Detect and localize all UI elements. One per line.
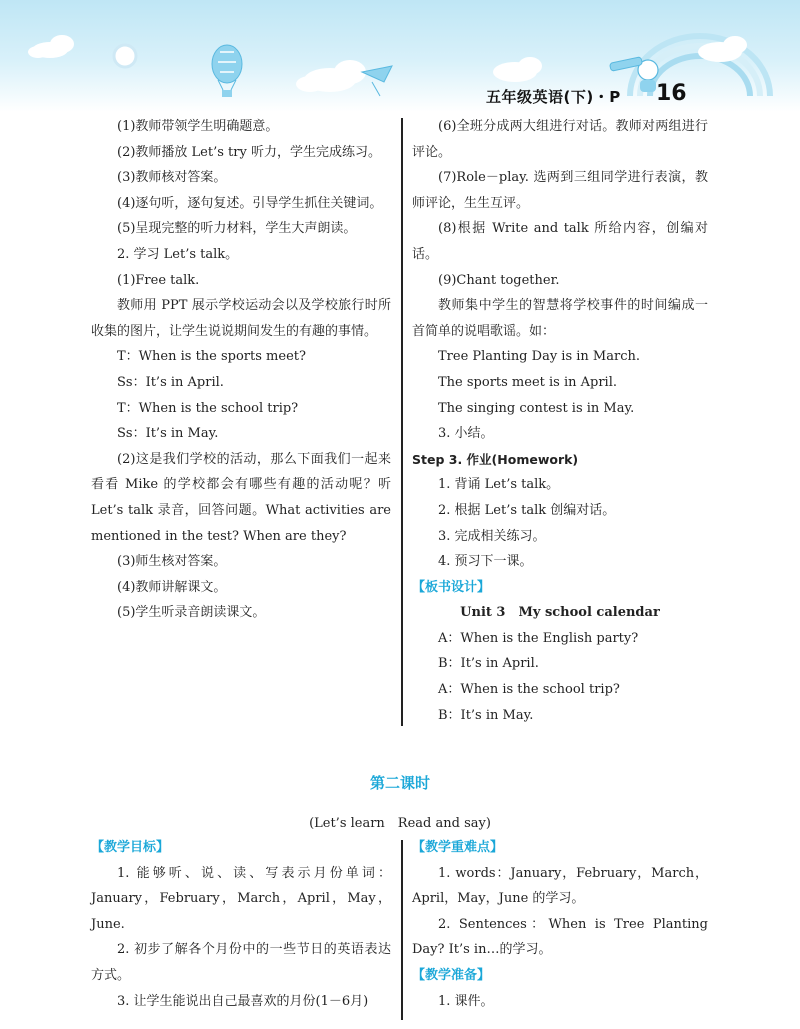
homework-item: 2. 根据 Let’s talk 创编对话。 [438,502,616,518]
key-points-column [412,835,708,1014]
cloud-icon [28,35,74,58]
paragraph: 3. 小结。 [438,426,494,442]
lesson-subtitle: (Let’s learn Read and say) [309,816,491,831]
goal-item: 1. 能够听、说、读、写表示月份单词：January，February，March，April，May，June. [91,865,391,932]
board-title: Unit 3 My school calendar [460,605,660,621]
paragraph: 教师用 PPT 展示学校运动会以及学校旅行时所收集的图片，让学生说说期间发生的有趣的事情。 [91,298,391,339]
paragraph: (1)教师带领学生明确题意。 [117,119,279,134]
page-number: 16 [656,81,687,106]
book-title: 五年级英语(下)・P [486,88,621,106]
chant-line: The sports meet is in April. [438,374,617,390]
right-column [412,114,708,728]
homework-item: 3. 完成相关练习。 [438,528,546,544]
column-divider [401,118,403,726]
homework-item: 1. 背诵 Let’s talk。 [438,477,560,493]
dialogue-line: T：When is the school trip? [117,400,299,416]
goals-column [91,835,391,1014]
goal-item: 2. 初步了解各个月份中的一些节日的英语表达方式。 [91,942,391,983]
paragraph: (5)呈现完整的听力材料，学生大声朗读。 [117,221,357,237]
goal-item: 3. 让学生能说出自己最喜欢的月份(1－6月) [117,993,369,1009]
cloud-icon [493,57,542,82]
hot-air-balloon-icon [212,45,242,97]
key-point-item: 1. words：January，February，March，April，May，June 的学习。 [412,865,708,907]
homework-item: 4. 预习下一课。 [438,554,533,570]
paragraph: (3)教师核对答案。 [117,170,227,186]
paragraph: (4)逐句听，逐句复述。引导学生抓住关键词。 [117,195,383,211]
lesson-title: 第二课时 [369,774,430,792]
dialogue-line: Ss：It’s in May. [117,426,219,442]
board-line: A：When is the English party? [438,630,639,646]
paragraph: (1)Free talk. [117,272,200,288]
board-design-tag: 【板书设计】 [412,579,491,595]
paragraph: (3)师生核对答案。 [117,554,227,570]
left-column [91,114,391,626]
kite-icon [362,66,392,96]
paragraph: (9)Chant together. [438,272,560,288]
goals-tag: 【教学目标】 [91,840,170,855]
paragraph: (2)教师播放 Let’s try 听力，学生完成练习。 [117,144,381,160]
chant-line: Tree Planting Day is in March. [438,349,640,365]
preparation-item: 1. 课件。 [438,993,494,1009]
cloud-icon [296,60,366,92]
paragraph: 教师集中学生的智慧将学校事件的时间编成一首简单的说唱歌谣。如： [412,298,708,339]
paragraph: (6)全班分成两大组进行对话。教师对两组进行评论。 [412,119,708,160]
paragraph: (2)这是我们学校的活动，那么下面我们一起来看看 Mike 的学校都会有哪些有趣的活动呢？听 Let’s talk 录音，回答问题。What activities are mentioned in the test? When are they? [91,451,391,544]
sun-icon [114,45,136,67]
preparation-tag: 【教学准备】 [412,967,491,983]
dialogue-line: T：When is the sports meet? [117,349,306,365]
paragraph: 2. 学习 Let’s talk。 [117,246,239,262]
step3-heading: Step 3. 作业(Homework) [412,451,579,467]
board-line: B：It’s in May. [438,707,534,723]
board-line: B：It’s in April. [438,656,539,672]
chant-line: The singing contest is in May. [438,400,635,416]
paragraph: (5)学生听录音朗读课文。 [117,605,266,621]
key-point-item: 2. Sentences：When is Tree Planting Day? It’s in…的学习。 [412,916,708,958]
column-divider [401,840,403,1020]
paragraph: (8)根据 Write and talk 所给内容，创编对话。 [412,221,708,262]
paragraph: (7)Role－play. 选两到三组同学进行表演，教师评论，生生互评。 [412,170,708,211]
board-line: A：When is the school trip? [438,682,620,698]
paragraph: (4)教师讲解课文。 [117,579,227,595]
key-points-tag: 【教学重难点】 [412,840,504,855]
dialogue-line: Ss：It’s in April. [117,374,224,390]
